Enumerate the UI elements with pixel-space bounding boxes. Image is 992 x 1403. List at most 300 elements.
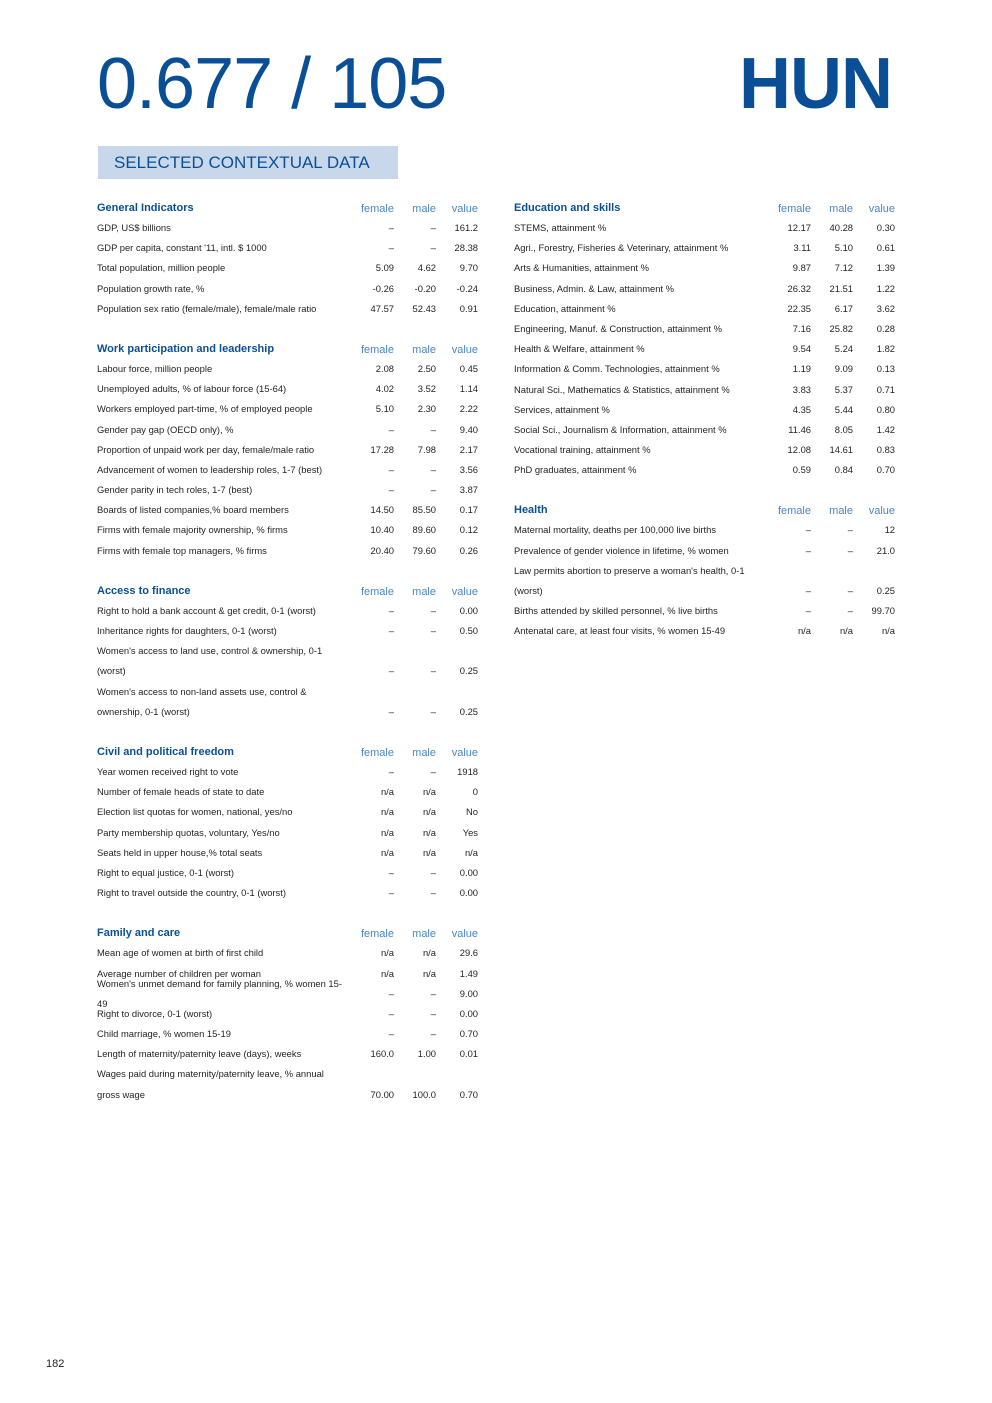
- row-label: Party membership quotas, voluntary, Yes/no: [97, 826, 280, 838]
- row-label: Boards of listed companies,% board members: [97, 504, 289, 516]
- cell-female: 0.59: [792, 464, 811, 476]
- row-label: Election list quotas for women, national, yes/no: [97, 806, 293, 818]
- cell-male: 79.60: [412, 544, 436, 556]
- cell-male: 85.50: [412, 504, 436, 516]
- cell-female: –: [388, 705, 394, 717]
- cell-female: –: [388, 242, 394, 254]
- row-label: Gender parity in tech roles, 1-7 (best): [97, 484, 253, 496]
- cell-female: 10.40: [370, 524, 394, 536]
- cell-value: 0.28: [876, 322, 895, 334]
- table-row: [514, 339, 895, 359]
- column-header-value: value: [451, 585, 478, 598]
- cell-female: –: [388, 484, 394, 496]
- row-label: Arts & Humanities, attainment %: [514, 262, 649, 274]
- section-civil-and-political-freedom: [97, 742, 478, 903]
- section-banner: SELECTED CONTEXTUAL DATA: [98, 146, 398, 179]
- cell-female: 3.83: [792, 383, 811, 395]
- column-header-female: female: [360, 203, 394, 215]
- cell-value: 9.40: [459, 423, 478, 435]
- cell-value: 0.30: [876, 222, 895, 233]
- cell-value: 0.00: [459, 866, 478, 878]
- table-row: [97, 520, 478, 540]
- cell-value: 0.61: [876, 242, 895, 254]
- section-header: [97, 198, 478, 218]
- table-row: [97, 379, 478, 399]
- cell-female: 2.08: [375, 362, 394, 374]
- cell-male: –: [430, 1007, 436, 1019]
- section-work-participation-and-leadership: [97, 339, 478, 561]
- row-label: Services, attainment %: [514, 403, 610, 415]
- cell-female: –: [805, 544, 811, 556]
- cell-value: 1.49: [459, 967, 478, 979]
- cell-female: –: [388, 866, 394, 878]
- cell-female: 5.10: [375, 403, 394, 415]
- cell-male: 40.28: [829, 222, 853, 233]
- section-title: Work participation and leadership: [97, 342, 275, 355]
- section-header: [514, 500, 895, 520]
- table-row: [97, 641, 478, 681]
- row-label: Seats held in upper house,% total seats: [97, 846, 263, 858]
- cell-male: 5.24: [834, 343, 853, 355]
- cell-value: 0.12: [459, 524, 478, 536]
- cell-male: 8.05: [834, 423, 853, 435]
- table-row: [97, 1064, 478, 1104]
- row-label: Right to equal justice, 0-1 (worst): [97, 866, 235, 878]
- column-header-male: male: [829, 203, 853, 215]
- country-code: HUN: [739, 44, 892, 124]
- column-header-male: male: [412, 203, 436, 215]
- cell-male: –: [430, 1028, 436, 1040]
- cell-value: 0.26: [459, 544, 478, 556]
- table-row: [514, 440, 895, 460]
- cell-female: 3.11: [793, 242, 811, 254]
- section-header: [514, 198, 895, 218]
- cell-male: 9.09: [834, 363, 853, 375]
- column-header-female: female: [360, 747, 394, 759]
- cell-male: –: [430, 705, 436, 717]
- cell-value: 21.0: [876, 544, 895, 556]
- cell-female: 17.28: [370, 443, 394, 455]
- cell-value: 0.01: [459, 1048, 478, 1060]
- cell-female: 9.87: [792, 262, 811, 274]
- cell-male: –: [430, 625, 436, 636]
- section-health: [514, 500, 895, 641]
- cell-male: 0.84: [834, 464, 853, 476]
- column-header-value: value: [451, 928, 478, 941]
- table-row: [97, 682, 478, 722]
- cell-male: 4.62: [417, 262, 436, 274]
- cell-female: n/a: [380, 786, 394, 798]
- table-row: [97, 299, 478, 319]
- table-row: [514, 380, 895, 400]
- cell-value: 0.45: [459, 362, 478, 374]
- cell-value: Yes: [462, 826, 478, 838]
- row-label: GDP per capita, constant '11, intl. $ 1000: [97, 242, 267, 254]
- column-header-male: male: [829, 505, 853, 518]
- row-label: Social Sci., Journalism & Information, attainment %: [514, 423, 727, 435]
- cell-female: n/a: [797, 625, 811, 637]
- row-label: Health & Welfare, attainment %: [514, 343, 645, 355]
- table-row: [97, 500, 478, 520]
- left-column: [97, 198, 478, 1125]
- row-label: GDP, US$ billions: [97, 222, 171, 233]
- cell-male: n/a: [422, 947, 436, 959]
- cell-male: –: [847, 585, 853, 597]
- right-column: [514, 198, 895, 662]
- section-access-to-finance: [97, 581, 478, 722]
- row-label: Information & Comm. Technologies, attainment %: [514, 363, 720, 375]
- table-row: [514, 601, 895, 621]
- row-label: Number of female heads of state to date: [97, 786, 265, 798]
- column-header-value: value: [868, 505, 895, 518]
- table-row: [514, 218, 895, 238]
- cell-female: n/a: [380, 806, 394, 818]
- row-label: Women's unmet demand for family planning, % women 15-49: [97, 977, 342, 1009]
- cell-value: 1.14: [459, 383, 478, 395]
- cell-male: 14.61: [829, 444, 853, 456]
- table-row: [97, 238, 478, 258]
- cell-male: –: [430, 887, 436, 899]
- row-label: Population growth rate, %: [97, 282, 205, 294]
- cell-female: 5.09: [375, 262, 394, 274]
- column-header-value: value: [451, 343, 478, 356]
- cell-female: –: [388, 1028, 394, 1040]
- cell-female: –: [388, 766, 394, 777]
- cell-female: –: [388, 987, 394, 999]
- cell-value: 0.17: [459, 504, 478, 516]
- cell-value: 0.91: [459, 302, 478, 314]
- table-row: [97, 823, 478, 843]
- cell-value: -0.24: [456, 282, 478, 294]
- cell-male: n/a: [422, 846, 436, 858]
- section-family-and-care: [97, 923, 478, 1105]
- cell-value: 0.25: [459, 665, 478, 677]
- cell-female: –: [805, 585, 811, 597]
- table-row: [514, 238, 895, 258]
- cell-female: –: [388, 222, 394, 233]
- cell-male: –: [430, 987, 436, 999]
- cell-female: 4.35: [792, 403, 811, 415]
- row-label: STEMS, attainment %: [514, 222, 607, 233]
- cell-male: 2.30: [417, 403, 436, 415]
- cell-value: 28.38: [454, 242, 478, 254]
- row-label: Prevalence of gender violence in lifetime, % women: [514, 544, 729, 556]
- row-label: Population sex ratio (female/male), female/male ratio: [97, 302, 317, 314]
- row-label: Women's access to non-land assets use, control & ownership, 0-1 (worst): [97, 685, 307, 717]
- score-heading: 0.677 / 105: [97, 44, 447, 124]
- column-header-female: female: [777, 505, 811, 518]
- row-label: Average number of children per woman: [97, 967, 261, 979]
- cell-male: –: [430, 463, 436, 475]
- cell-value: 0.25: [876, 585, 895, 597]
- cell-male: n/a: [422, 786, 436, 798]
- table-row: [514, 460, 895, 480]
- table-row: [97, 883, 478, 903]
- table-row: [514, 299, 895, 319]
- cell-female: 22.35: [787, 302, 811, 314]
- table-row: [97, 1004, 478, 1024]
- cell-male: –: [430, 423, 436, 435]
- cell-value: n/a: [464, 846, 478, 858]
- cell-male: 52.43: [412, 302, 436, 314]
- row-label: Natural Sci., Mathematics & Statistics, attainment %: [514, 383, 730, 395]
- table-row: [514, 541, 895, 561]
- column-header-value: value: [451, 203, 478, 215]
- section-title: General Indicators: [97, 202, 194, 214]
- row-label: Antenatal care, at least four visits, % women 15-49: [514, 625, 726, 637]
- cell-female: 9.54: [792, 343, 811, 355]
- table-row: [97, 621, 478, 641]
- cell-male: –: [847, 605, 853, 617]
- cell-female: –: [388, 463, 394, 475]
- table-row: [97, 440, 478, 460]
- column-header-female: female: [360, 585, 394, 598]
- cell-value: 0.80: [876, 403, 895, 415]
- cell-male: –: [847, 544, 853, 556]
- cell-female: –: [388, 604, 394, 616]
- cell-value: 1.42: [876, 423, 895, 435]
- cell-value: 2.17: [459, 443, 478, 455]
- column-header-male: male: [412, 747, 436, 759]
- section-general-indicators: [97, 198, 478, 319]
- row-label: Proportion of unpaid work per day, female/male ratio: [97, 443, 315, 455]
- row-label: Labour force, million people: [97, 362, 213, 374]
- table-row: [97, 863, 478, 883]
- cell-male: 21.51: [829, 282, 853, 294]
- table-row: [97, 420, 478, 440]
- cell-value: 0.70: [459, 1028, 478, 1040]
- cell-female: n/a: [380, 947, 394, 959]
- cell-male: –: [430, 484, 436, 496]
- cell-value: 1.39: [876, 262, 895, 274]
- table-row: [514, 279, 895, 299]
- cell-male: 5.44: [834, 403, 853, 415]
- cell-female: –: [388, 1007, 394, 1019]
- table-row: [514, 621, 895, 641]
- cell-male: n/a: [422, 826, 436, 838]
- table-row: [514, 520, 895, 540]
- row-label: Business, Admin. & Law, attainment %: [514, 282, 674, 294]
- cell-male: 7.98: [417, 443, 436, 455]
- row-label: Maternal mortality, deaths per 100,000 live births: [514, 524, 717, 536]
- table-row: [97, 802, 478, 822]
- section-title: Health: [514, 504, 548, 517]
- table-row: [514, 420, 895, 440]
- cell-male: 25.82: [829, 322, 853, 334]
- cell-male: 5.10: [834, 242, 853, 254]
- row-label: Right to hold a bank account & get credit, 0-1 (worst): [97, 604, 316, 616]
- cell-female: 11.46: [788, 423, 811, 435]
- cell-female: 70.00: [370, 1088, 394, 1100]
- cell-female: 12.08: [787, 444, 811, 456]
- cell-value: 0.70: [876, 464, 895, 476]
- cell-male: 7.12: [834, 262, 853, 274]
- cell-male: –: [430, 665, 436, 677]
- cell-male: –: [430, 604, 436, 616]
- column-header-value: value: [451, 747, 478, 759]
- row-label: Right to divorce, 0-1 (worst): [97, 1007, 213, 1019]
- table-row: [514, 400, 895, 420]
- cell-male: 1.00: [417, 1048, 436, 1060]
- cell-male: –: [430, 242, 436, 254]
- cell-male: 6.17: [834, 302, 853, 314]
- table-row: [97, 843, 478, 863]
- cell-value: 0.13: [876, 363, 895, 375]
- row-label: Births attended by skilled personnel, % live births: [514, 605, 718, 617]
- row-label: Year women received right to vote: [97, 766, 239, 777]
- table-row: [97, 601, 478, 621]
- row-label: Right to travel outside the country, 0-1 (worst): [97, 887, 286, 899]
- row-label: Wages paid during maternity/paternity leave, % annual gross wage: [97, 1068, 324, 1100]
- cell-value: 0.50: [459, 625, 478, 636]
- cell-female: –: [805, 605, 811, 617]
- table-row: [97, 359, 478, 379]
- column-header-male: male: [412, 585, 436, 598]
- table-row: [97, 1044, 478, 1064]
- cell-value: 0: [472, 786, 478, 798]
- row-label: Education, attainment %: [514, 302, 616, 314]
- cell-value: 9.00: [459, 987, 478, 999]
- cell-male: 100.0: [412, 1088, 436, 1100]
- table-row: [97, 218, 478, 238]
- table-row: [97, 480, 478, 500]
- cell-female: 47.57: [370, 302, 394, 314]
- cell-male: –: [430, 222, 436, 233]
- row-label: Gender pay gap (OECD only), %: [97, 423, 234, 435]
- section-title: Access to finance: [97, 584, 191, 597]
- cell-female: –: [388, 625, 394, 636]
- section-title: Civil and political freedom: [97, 746, 234, 758]
- row-label: Women's access to land use, control & ownership, 0-1 (worst): [97, 645, 323, 677]
- cell-female: n/a: [380, 967, 394, 979]
- cell-female: 20.40: [370, 544, 394, 556]
- row-label: Child marriage, % women 15-19: [97, 1028, 231, 1040]
- table-row: [97, 1024, 478, 1044]
- cell-value: n/a: [881, 625, 895, 637]
- section-header: [97, 742, 478, 762]
- cell-value: 0.00: [459, 604, 478, 616]
- cell-value: 0.71: [876, 383, 895, 395]
- cell-value: 1918: [457, 766, 478, 777]
- table-row: [97, 943, 478, 963]
- cell-female: 4.02: [375, 383, 394, 395]
- column-header-female: female: [360, 343, 394, 356]
- cell-male: n/a: [422, 806, 436, 818]
- cell-female: 160.0: [370, 1048, 394, 1060]
- section-title: Family and care: [97, 927, 181, 940]
- table-row: [97, 399, 478, 419]
- table-row: [97, 541, 478, 561]
- cell-value: 3.56: [459, 463, 478, 475]
- row-label: Agri., Forestry, Fisheries & Veterinary, attainment %: [514, 242, 729, 254]
- cell-female: –: [388, 423, 394, 435]
- row-label: Workers employed part-time, % of employed people: [97, 403, 313, 415]
- row-label: Advancement of women to leadership roles, 1-7 (best): [97, 463, 323, 475]
- cell-male: 5.37: [834, 383, 853, 395]
- cell-value: 1.82: [876, 343, 895, 355]
- cell-male: 89.60: [412, 524, 436, 536]
- cell-male: 3.52: [417, 383, 436, 395]
- cell-value: 161.2: [454, 222, 478, 233]
- table-row: [97, 279, 478, 299]
- row-label: Firms with female majority ownership, % firms: [97, 524, 288, 536]
- row-label: Unemployed adults, % of labour force (15-64): [97, 383, 287, 395]
- table-row: [97, 258, 478, 278]
- table-row: [97, 460, 478, 480]
- row-label: PhD graduates, attainment %: [514, 464, 637, 476]
- cell-value: 3.62: [876, 302, 895, 314]
- cell-male: n/a: [422, 967, 436, 979]
- row-label: Vocational training, attainment %: [514, 444, 651, 456]
- table-row: [514, 359, 895, 379]
- column-header-value: value: [868, 203, 895, 215]
- row-label: Engineering, Manuf. & Construction, attainment %: [514, 322, 722, 334]
- section-header: [97, 581, 478, 601]
- cell-value: 29.6: [459, 947, 478, 959]
- cell-male: 2.50: [417, 362, 436, 374]
- cell-female: 7.16: [792, 322, 811, 334]
- column-header-female: female: [777, 203, 811, 215]
- table-row: [514, 319, 895, 339]
- cell-value: 2.22: [459, 403, 478, 415]
- cell-female: 14.50: [370, 504, 394, 516]
- cell-value: 12: [884, 524, 895, 536]
- section-header: [97, 923, 478, 943]
- cell-male: -0.20: [414, 282, 436, 294]
- cell-value: 0.25: [459, 705, 478, 717]
- column-header-male: male: [412, 928, 436, 941]
- cell-value: 9.70: [459, 262, 478, 274]
- row-label: Total population, million people: [97, 262, 226, 274]
- cell-value: 0.00: [459, 1007, 478, 1019]
- cell-female: 12.17: [787, 222, 811, 233]
- cell-female: 26.32: [787, 282, 811, 294]
- cell-value: No: [466, 806, 478, 818]
- cell-value: 0.70: [459, 1088, 478, 1100]
- cell-female: –: [805, 524, 811, 536]
- section-education-and-skills: [514, 198, 895, 480]
- table-row: [97, 977, 478, 1009]
- column-header-female: female: [360, 928, 394, 941]
- row-label: Length of maternity/paternity leave (days), weeks: [97, 1048, 302, 1060]
- page-number: 182: [46, 1358, 65, 1370]
- cell-male: n/a: [839, 625, 853, 637]
- table-row: [514, 561, 895, 601]
- row-label: Firms with female top managers, % firms: [97, 544, 267, 556]
- cell-female: 1.19: [792, 363, 811, 375]
- cell-female: n/a: [380, 846, 394, 858]
- row-label: Law permits abortion to preserve a woman's health, 0-1 (worst): [514, 564, 745, 597]
- row-label: Mean age of women at birth of first child: [97, 947, 264, 959]
- cell-male: –: [430, 766, 436, 777]
- row-label: Inheritance rights for daughters, 0-1 (worst): [97, 625, 277, 636]
- table-row: [97, 782, 478, 802]
- section-header: [97, 339, 478, 359]
- cell-female: –: [388, 887, 394, 899]
- table-row: [97, 762, 478, 782]
- cell-male: –: [847, 524, 853, 536]
- cell-female: -0.26: [372, 282, 394, 294]
- table-row: [514, 258, 895, 278]
- cell-value: 1.22: [876, 282, 895, 294]
- cell-value: 0.00: [459, 887, 478, 899]
- cell-female: n/a: [380, 826, 394, 838]
- cell-value: 0.83: [876, 444, 895, 456]
- cell-value: 3.87: [459, 484, 478, 496]
- section-title: Education and skills: [514, 202, 621, 214]
- cell-value: 99.70: [871, 605, 895, 617]
- cell-male: –: [430, 866, 436, 878]
